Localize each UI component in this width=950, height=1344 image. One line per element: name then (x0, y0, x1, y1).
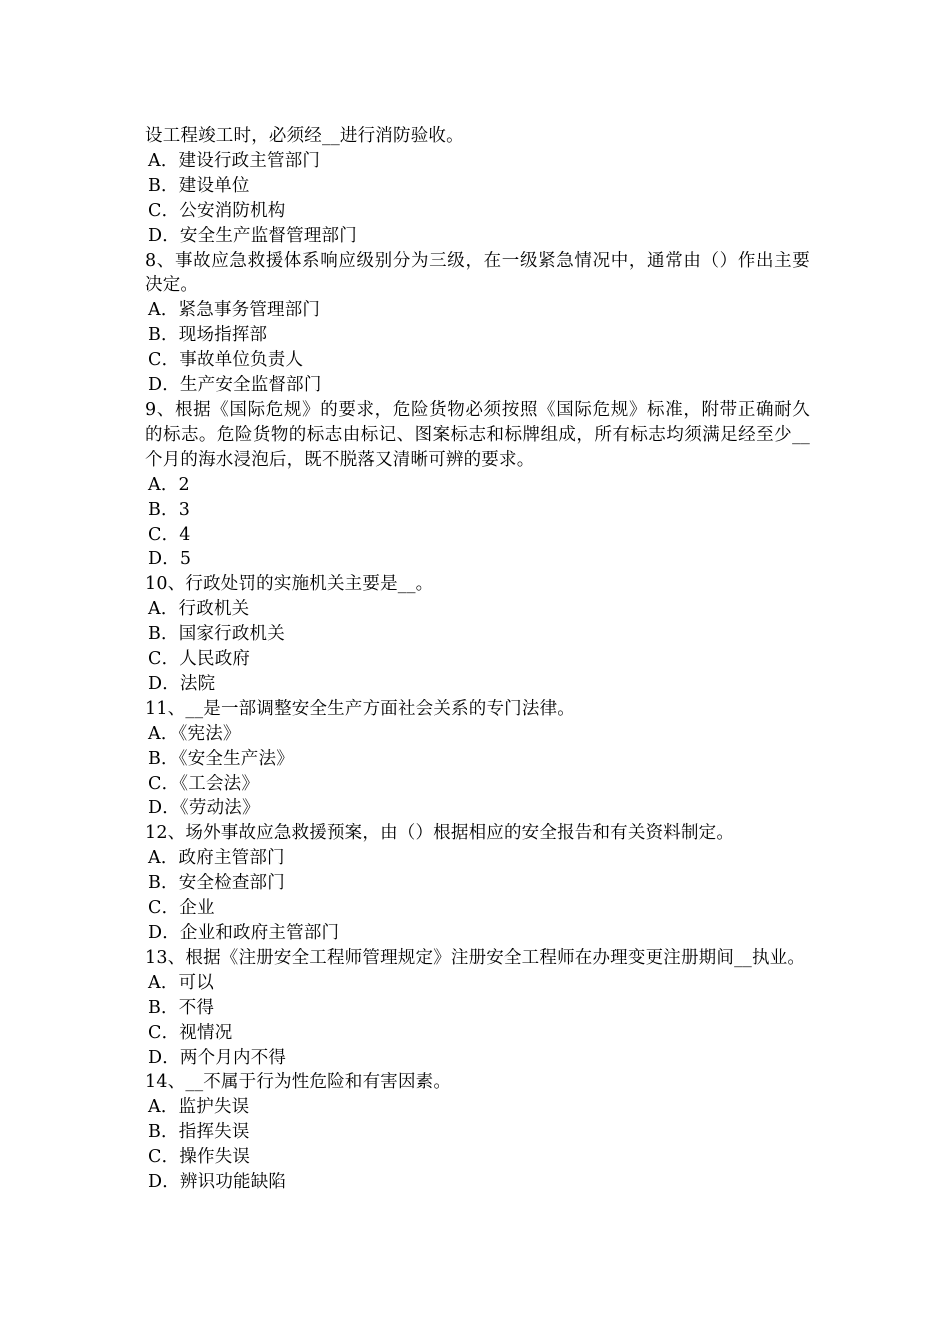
question-block (145, 124, 810, 249)
question-block (145, 249, 810, 398)
option-d: D．两个月内不得 (148, 1047, 287, 1068)
question-block (145, 821, 810, 946)
question-text: 12、场外事故应急救援预案，由（）根据相应的安全报告和有关资料制定。 (145, 823, 735, 844)
option-a: A．建设行政主管部门 (148, 150, 321, 171)
option-c: C．企业 (148, 898, 215, 919)
option-c: C．公安消防机构 (148, 200, 286, 221)
option-d: D．生产安全监督部门 (148, 375, 322, 396)
option-b: B．安全检查部门 (148, 873, 285, 894)
option-c: C．人民政府 (148, 649, 251, 670)
question-text: 10、行政处罚的实施机关主要是__。 (145, 574, 434, 595)
option-a: A．《宪法》 (148, 723, 241, 744)
option-a: A．紧急事务管理部门 (148, 300, 321, 321)
option-d: D．辨识功能缺陷 (148, 1172, 287, 1193)
option-d: D．安全生产监督管理部门 (148, 225, 357, 246)
question-block (145, 1070, 810, 1195)
question-block (145, 572, 810, 697)
option-b: B．不得 (148, 997, 215, 1018)
option-c: C．4 (148, 524, 191, 545)
option-c: C．视情况 (148, 1022, 233, 1043)
option-d: D．法院 (148, 673, 216, 694)
option-b: B．国家行政机关 (148, 624, 285, 645)
question-list (145, 124, 810, 1195)
option-d: D．《劳动法》 (148, 798, 260, 819)
option-c: C．操作失误 (148, 1147, 251, 1168)
option-a: A．2 (148, 474, 190, 495)
option-a: A．监护失误 (148, 1097, 250, 1118)
option-a: A．政府主管部门 (148, 848, 285, 869)
option-c: C．《工会法》 (148, 773, 260, 794)
question-text: 9、根据《国际危规》的要求，危险货物必须按照《国际危规》标准，附带正确耐久的标志。危险货物的标志由标记、图案标志和标牌组成，所有标志均须满足经至少__个月的海水浸泡后，既不脱落又清晰可辨的要求。 (145, 399, 810, 470)
question-block (145, 398, 810, 572)
option-d: D．企业和政府主管部门 (148, 923, 340, 943)
option-b: B．指挥失误 (148, 1122, 250, 1143)
question-text: 14、__不属于行为性危险和有害因素。 (145, 1072, 452, 1093)
option-a: A．行政机关 (148, 599, 250, 620)
option-c: C．事故单位负责人 (148, 350, 304, 371)
question-text: 8、事故应急救援体系响应级别分为三级，在一级紧急情况中，通常由（）作出主要决定。 (145, 250, 810, 296)
option-a: A．可以 (148, 972, 214, 993)
question-text: 11、__是一部调整安全生产方面社会关系的专门法律。 (145, 698, 575, 719)
question-text: 设工程竣工时，必须经__进行消防验收。 (145, 126, 464, 146)
option-b: B．现场指挥部 (148, 325, 268, 346)
question-text: 13、根据《注册安全工程师管理规定》注册安全工程师在办理变更注册期间__执业。 (145, 947, 806, 968)
question-block (145, 697, 810, 822)
option-d: D．5 (148, 549, 192, 570)
option-b: B．《安全生产法》 (148, 748, 294, 769)
question-block (145, 946, 810, 1071)
option-b: B．3 (148, 499, 191, 520)
option-b: B．建设单位 (148, 175, 250, 196)
